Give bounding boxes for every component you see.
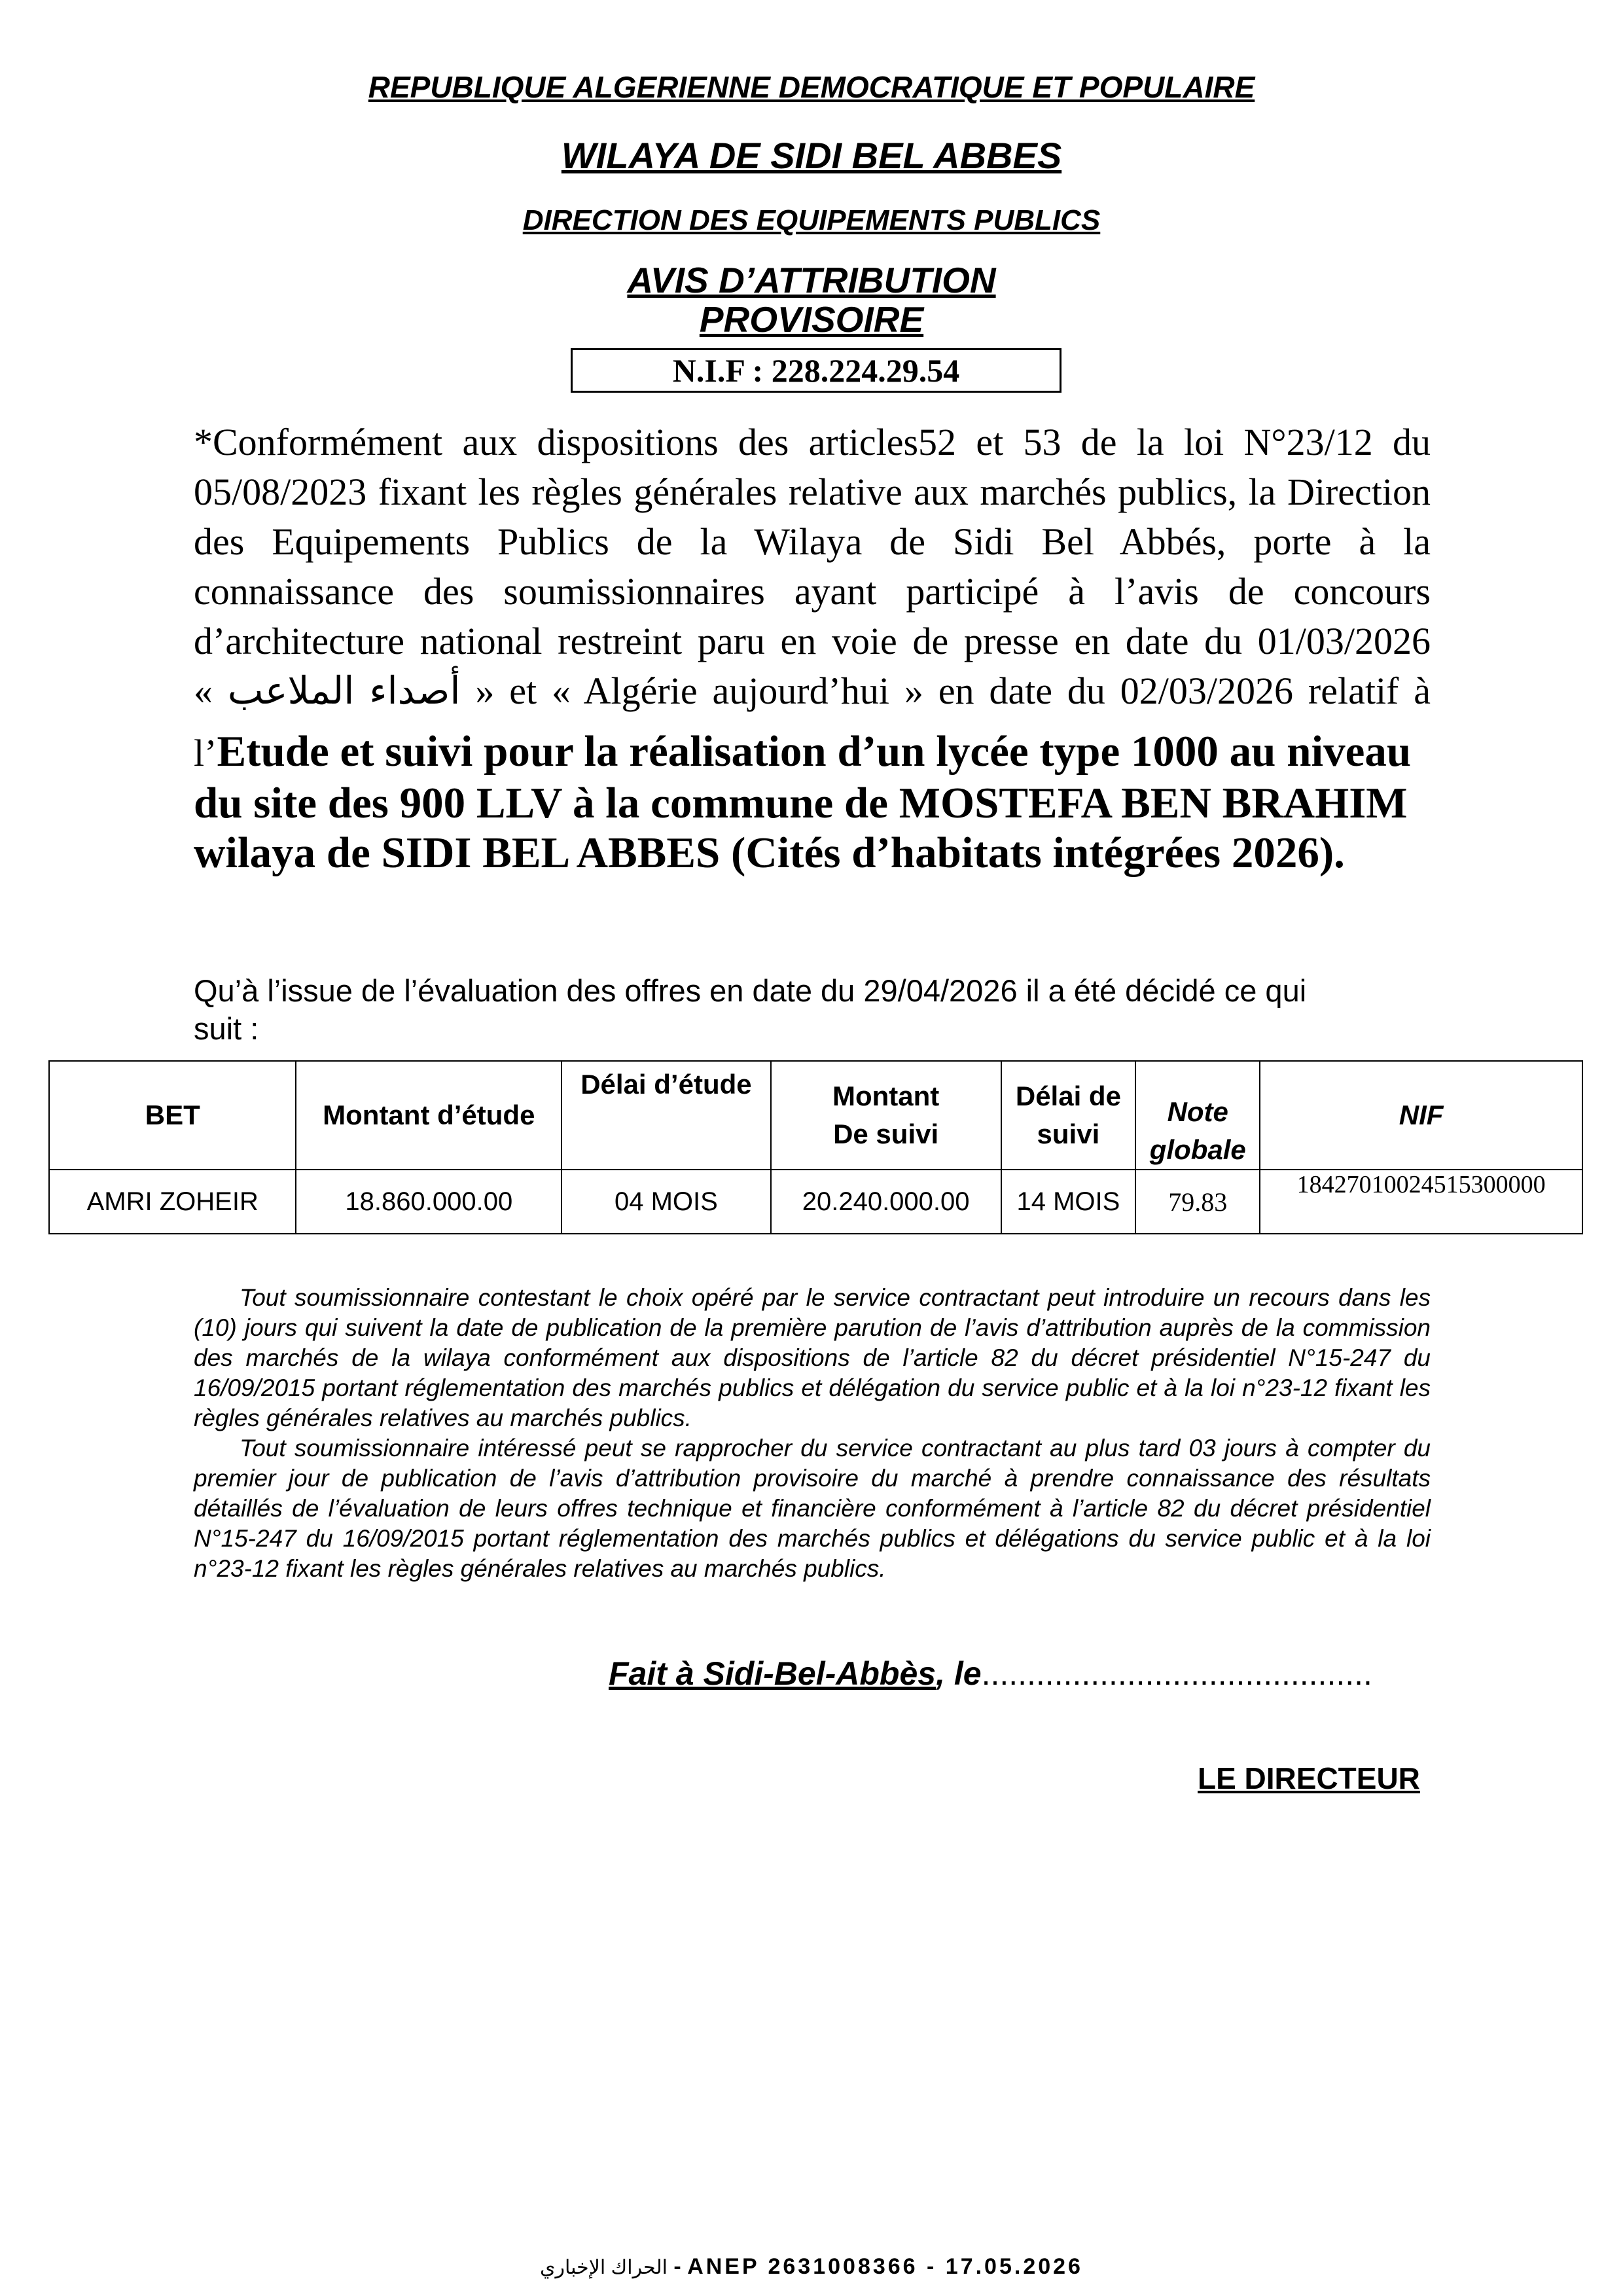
fait-place: Fait à Sidi-Bel-Abbès xyxy=(609,1655,936,1692)
document-title xyxy=(0,260,1623,339)
nif-box: N.I.F : 228.224.29.54 xyxy=(571,348,1061,393)
table-row xyxy=(49,1170,1582,1234)
header-nif: NIF xyxy=(1260,1061,1582,1170)
subject-line-1: Etude et suivi pour la réalisation d’un lycée type 1000 au niveau xyxy=(217,727,1412,776)
footer xyxy=(0,2254,1623,2280)
note-paragraph-1: Tout soumissionnaire contestant le choix opéré par le service contractant peut introduire un recours dans les (10) jours qui suivent la date de publication de la première parution de l’avis d’attribution auprès de la commission des marchés de la wilaya conformément aux dispositions de l’article 82 du décret présidentiel N°15-247 du 16/09/2015 portant réglementation des marchés publics et délégation du service public et à la loi n°23-12 fixant les règles générales relatives au marchés publics. xyxy=(194,1284,1431,1431)
header-delai-etude: Délai d’étude xyxy=(562,1061,771,1170)
press-line xyxy=(194,666,1431,716)
cell-delai-suivi: 14 MOIS xyxy=(1001,1170,1136,1234)
date-dots: ........................................... xyxy=(981,1655,1372,1692)
header-note-globale: Note globale xyxy=(1135,1061,1260,1170)
subject-block xyxy=(194,726,1431,878)
subject-line-3: wilaya de SIDI BEL ABBES (Cités d’habitats intégrées 2026). xyxy=(194,829,1345,877)
body-line: des Equipements Publics de la Wilaya de Sidi Bel Abbés, porte à la xyxy=(194,520,1431,563)
wilaya-header: WILAYA DE SIDI BEL ABBES xyxy=(561,135,1062,176)
subject-prefix: l’ xyxy=(194,732,217,774)
note-paragraph-2: Tout soumissionnaire intéressé peut se rapprocher du service contractant au plus tard 03 jours à compter du premier jour de publication de l’avis d’attribution provisoire du marché à prendre connaissance des résultats détaillés de l’évaluation de leurs offres technique et financière conformément à l’article 82 du décret présidentiel N°15-247 du 16/09/2015 portant réglementation des marchés publics et délégations du service public et à la loi n°23-12 fixant les règles générales relatives au marchés publics. xyxy=(194,1435,1431,1582)
results-table xyxy=(48,1060,1583,1234)
subject-line-2: du site des 900 LLV à la commune de MOSTEFA BEN BRAHIM xyxy=(194,779,1408,827)
cell-delai-etude: 04 MOIS xyxy=(562,1170,771,1234)
arabic-newspaper: أصداء الملاعب xyxy=(227,670,461,712)
footer-publication: الحراك الإخباري xyxy=(540,2257,668,2278)
header-bet: BET xyxy=(49,1061,296,1170)
body-paragraph xyxy=(194,418,1431,716)
fait-le: , le xyxy=(936,1655,982,1692)
header-delai-suivi: Délai de suivi xyxy=(1001,1061,1136,1170)
evaluation-text xyxy=(194,972,1431,1048)
title-line-1: AVIS D’ATTRIBUTION xyxy=(627,260,996,300)
press-line-rest: » et « Algérie aujourd’hui » en date du 02/03/2026 relatif à xyxy=(475,670,1431,712)
body-line: connaissance des soumissionnaires ayant participé à l’avis de concours xyxy=(194,570,1431,613)
title-line-2: PROVISOIRE xyxy=(699,299,924,340)
cell-montant-suivi: 20.240.000.00 xyxy=(771,1170,1001,1234)
director-signature: LE DIRECTEUR xyxy=(1198,1761,1420,1795)
body-line: d’architecture national restreint paru en voie de presse en date du 01/03/2026 xyxy=(194,620,1431,662)
cell-montant-etude: 18.860.000.00 xyxy=(296,1170,562,1234)
evaluation-line-2: suit : xyxy=(194,1011,259,1046)
notes-block xyxy=(194,1283,1431,1584)
fait-a-line xyxy=(609,1655,1372,1693)
header-montant-etude: Montant d’étude xyxy=(296,1061,562,1170)
quote-open: « xyxy=(194,670,213,712)
table-header-row xyxy=(49,1061,1582,1170)
republic-header: REPUBLIQUE ALGERIENNE DEMOCRATIQUE ET POPULAIRE xyxy=(368,70,1255,104)
cell-nif: 18427010024515300000 xyxy=(1260,1170,1582,1234)
evaluation-line-1: Qu’à l’issue de l’évaluation des offres en date du 29/04/2026 il a été décidé ce qui xyxy=(194,973,1307,1008)
body-line: 05/08/2023 fixant les règles générales relative aux marchés publics, la Direction xyxy=(194,471,1431,513)
footer-anep-code: - ANEP 2631008366 - 17.05.2026 xyxy=(673,2254,1083,2279)
direction-header: DIRECTION DES EQUIPEMENTS PUBLICS xyxy=(522,204,1101,236)
cell-note: 79.83 xyxy=(1135,1170,1260,1234)
header-montant-suivi: Montant De suivi xyxy=(771,1061,1001,1170)
body-line: *Conformément aux dispositions des articles52 et 53 de la loi N°23/12 du xyxy=(194,421,1431,463)
cell-bet: AMRI ZOHEIR xyxy=(49,1170,296,1234)
